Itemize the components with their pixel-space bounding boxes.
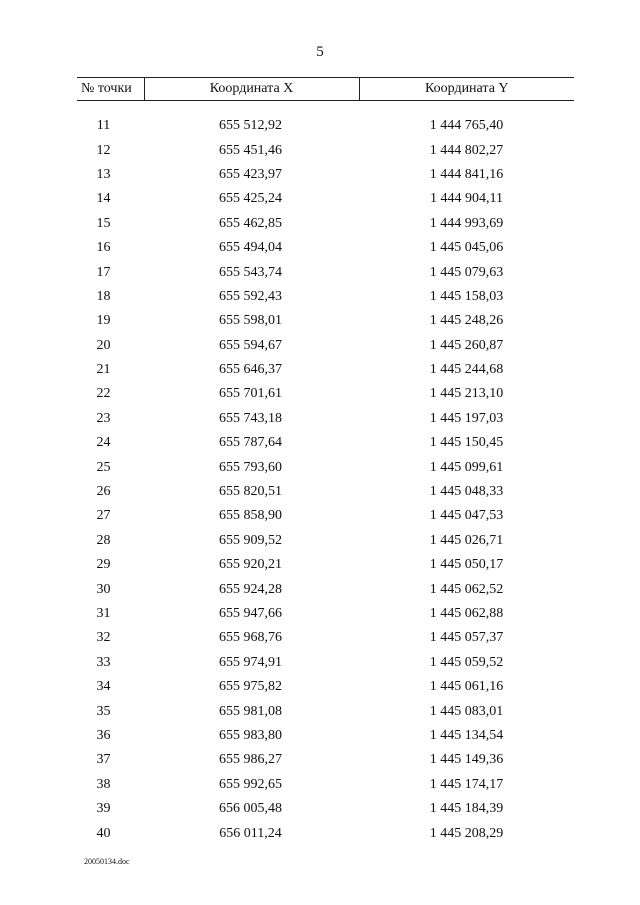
coordinate-y-cell: 1 445 047,53: [429, 508, 504, 524]
coordinate-x-cell: 655 701,61: [219, 386, 282, 402]
table-row: [77, 407, 574, 431]
table-row: [77, 651, 574, 675]
point-number-cell: 14: [96, 191, 111, 207]
point-number-cell: 35: [96, 703, 111, 719]
table-row: [77, 480, 574, 504]
coordinate-x-cell: 655 981,08: [219, 703, 282, 719]
coordinate-x-cell: 656 011,24: [219, 825, 282, 841]
header-point-number: № точки: [77, 78, 144, 101]
coordinates-table: [77, 77, 574, 846]
point-number-cell: 17: [96, 264, 111, 280]
table-row: [77, 773, 574, 797]
table-row: [77, 285, 574, 309]
coordinate-x-cell: 655 592,43: [219, 288, 282, 304]
coordinate-x-cell: 655 974,91: [219, 654, 282, 670]
coordinate-x-cell: 655 787,64: [219, 435, 282, 451]
coordinate-y-cell: 1 445 184,39: [429, 801, 504, 817]
coordinate-y-cell: 1 444 802,27: [429, 142, 504, 158]
coordinate-y-cell: 1 445 197,03: [429, 410, 504, 426]
table-row: [77, 626, 574, 650]
coordinate-y-cell: 1 445 079,63: [429, 264, 504, 280]
table-row: [77, 675, 574, 699]
coordinate-x-cell: 655 743,18: [219, 410, 282, 426]
table-row: [77, 212, 574, 236]
table-row: [77, 748, 574, 772]
table-row: [77, 187, 574, 211]
coordinate-y-cell: 1 445 059,52: [429, 654, 504, 670]
coordinate-x-cell: 655 983,80: [219, 727, 282, 743]
coordinate-y-cell: 1 445 099,61: [429, 459, 504, 475]
coordinate-y-cell: 1 444 765,40: [429, 118, 504, 134]
coordinate-x-cell: 655 462,85: [219, 215, 282, 231]
table-row: [77, 504, 574, 528]
table-row: [77, 602, 574, 626]
point-number-cell: 16: [96, 240, 111, 256]
coordinate-x-cell: 655 820,51: [219, 484, 282, 500]
coordinate-y-cell: 1 445 061,16: [429, 679, 504, 695]
table-row: [77, 821, 574, 845]
table-row: [77, 455, 574, 479]
table-row: [77, 724, 574, 748]
coordinate-x-cell: 655 594,67: [219, 337, 282, 353]
table-row: [77, 529, 574, 553]
coordinate-y-cell: 1 445 057,37: [429, 630, 504, 646]
point-number-cell: 15: [96, 215, 111, 231]
coordinate-x-cell: 655 858,90: [219, 508, 282, 524]
coordinate-x-cell: 655 451,46: [219, 142, 282, 158]
coordinate-x-cell: 655 920,21: [219, 557, 282, 573]
table-row: [77, 553, 574, 577]
table-row: [77, 431, 574, 455]
point-number-cell: 25: [96, 459, 111, 475]
coordinate-y-cell: 1 445 062,52: [429, 581, 504, 597]
coordinate-x-cell: 656 005,48: [219, 801, 282, 817]
table-row: [77, 699, 574, 723]
table-row: [77, 138, 574, 162]
point-number-cell: 30: [96, 581, 111, 597]
coordinate-x-cell: 655 975,82: [219, 679, 282, 695]
point-number-cell: 22: [96, 386, 111, 402]
coordinate-x-cell: 655 793,60: [219, 459, 282, 475]
coordinate-y-cell: 1 445 050,17: [429, 557, 504, 573]
coordinate-x-cell: 655 909,52: [219, 532, 282, 548]
coordinate-x-cell: 655 947,66: [219, 606, 282, 621]
table-row: [77, 260, 574, 284]
coordinate-y-cell: 1 444 993,69: [429, 215, 504, 231]
point-number-cell: 32: [96, 630, 111, 646]
coordinate-y-cell: 1 445 260,87: [429, 337, 504, 353]
table-header: [77, 78, 574, 101]
point-number-cell: 29: [96, 557, 111, 573]
coordinate-x-cell: 655 423,97: [219, 166, 282, 182]
table-row: [77, 382, 574, 406]
point-number-cell: 24: [96, 435, 111, 451]
point-number-cell: 20: [96, 337, 111, 353]
table-row: [77, 114, 574, 138]
header-coordinate-x: Координата X: [144, 78, 359, 101]
point-number-cell: 11: [96, 118, 111, 134]
point-number-cell: 12: [96, 142, 111, 158]
table-row: [77, 309, 574, 333]
point-number-cell: 23: [96, 410, 111, 426]
coordinate-x-cell: 655 598,01: [219, 313, 282, 329]
coordinate-y-cell: 1 445 248,26: [429, 313, 504, 329]
point-number-cell: 34: [96, 679, 111, 695]
coordinate-x-cell: 655 986,27: [219, 752, 282, 768]
coordinate-y-cell: 1 445 208,29: [429, 825, 504, 841]
point-number-cell: 18: [96, 288, 111, 304]
page-number: 5: [316, 44, 324, 60]
coordinate-y-cell: 1 445 149,36: [429, 752, 504, 768]
coordinate-y-cell: 1 445 213,10: [429, 386, 504, 402]
point-number-cell: 33: [96, 654, 111, 670]
coordinate-x-cell: 655 646,37: [219, 362, 282, 378]
point-number-cell: 38: [96, 776, 111, 792]
coordinate-x-cell: 655 992,65: [219, 776, 282, 792]
coordinate-y-cell: 1 445 244,68: [429, 362, 504, 378]
coordinate-x-cell: 655 924,28: [219, 581, 282, 597]
coordinate-y-cell: 1 445 174,17: [429, 776, 504, 792]
point-number-cell: 26: [96, 484, 111, 500]
coordinate-y-cell: 1 444 841,16: [429, 166, 504, 182]
coordinate-y-cell: 1 445 062,88: [429, 606, 504, 621]
header-coordinate-y: Координата Y: [359, 78, 574, 101]
point-number-cell: 36: [96, 727, 111, 743]
coordinate-y-cell: 1 445 083,01: [429, 703, 504, 719]
table-row: [77, 577, 574, 601]
point-number-cell: 39: [96, 801, 111, 817]
table-row: [77, 797, 574, 821]
table-row: [77, 236, 574, 260]
point-number-cell: 28: [96, 532, 111, 548]
footer-filename: 20050134.doc: [84, 857, 130, 866]
coordinate-y-cell: 1 445 045,06: [429, 240, 504, 256]
coordinate-y-cell: 1 444 904,11: [430, 191, 503, 207]
point-number-cell: 40: [96, 825, 111, 841]
point-number-cell: 27: [96, 508, 111, 524]
coordinate-y-cell: 1 445 150,45: [429, 435, 504, 451]
point-number-cell: 37: [96, 752, 111, 768]
table-row: [77, 334, 574, 358]
table-row: [77, 163, 574, 187]
coordinate-x-cell: 655 494,04: [219, 240, 282, 256]
table-body: [77, 101, 574, 846]
point-number-cell: 19: [96, 313, 111, 329]
coordinate-y-cell: 1 445 134,54: [429, 727, 504, 743]
coordinate-y-cell: 1 445 158,03: [429, 288, 504, 304]
coordinate-x-cell: 655 968,76: [219, 630, 282, 646]
coordinate-x-cell: 655 512,92: [219, 118, 282, 134]
coordinate-y-cell: 1 445 026,71: [429, 532, 504, 548]
coordinate-x-cell: 655 425,24: [219, 191, 282, 207]
coordinate-y-cell: 1 445 048,33: [429, 484, 504, 500]
point-number-cell: 21: [96, 362, 111, 378]
table-row: [77, 358, 574, 382]
point-number-cell: 13: [96, 166, 111, 182]
point-number-cell: 31: [96, 606, 111, 621]
coordinate-x-cell: 655 543,74: [219, 264, 282, 280]
